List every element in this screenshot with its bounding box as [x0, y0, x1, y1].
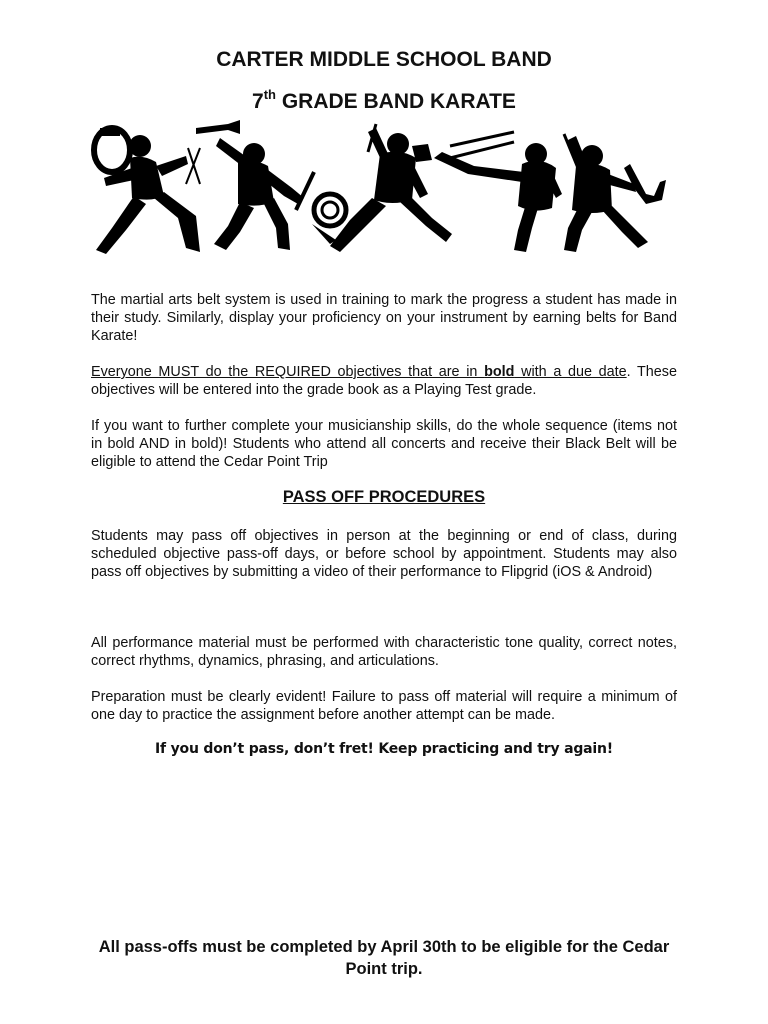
intro-paragraph-cedar-point: If you want to further complete your musicianship skills, do the whole sequence (items not in bold AND in bold)! Students who attend all concerts and receive their Black Belt will be eligible to attend the Cedar Point Trip — [91, 418, 677, 470]
trumpet-player-icon — [196, 120, 314, 250]
encouragement-line: If you don’t pass, don’t fret! Keep practicing and try again! — [155, 741, 613, 757]
grade-number: 7 — [252, 90, 264, 113]
grade-ordinal-suffix: th — [263, 87, 276, 102]
french-horn-player-icon — [312, 124, 452, 252]
document-title: CARTER MIDDLE SCHOOL BAND — [216, 48, 552, 71]
required-underlined-text: Everyone MUST do the REQUIRED objectives that are in — [91, 364, 485, 380]
required-grade-text: . These objectives will be entered into the grade book as a Playing Test grade. — [91, 364, 678, 398]
required-due-date-text: with a due date — [514, 364, 627, 380]
intro-paragraph-belt-system: The martial arts belt system is used in training to mark the progress a student has made in their study. Similarly, display your proficiency on your instrument by earning belts for Band Karate! — [91, 292, 677, 344]
tuba-player-icon — [94, 128, 200, 254]
required-bold-word: bold — [484, 364, 515, 380]
procedures-paragraph-performance: All performance material must be performed with characteristic tone quality, correct notes, correct rhythms, dynamics, phrasing, and articulations. — [91, 635, 677, 669]
karate-musicians-banner — [82, 118, 682, 260]
saxophone-player-icon — [564, 134, 666, 252]
trombone-player-icon — [412, 132, 562, 252]
procedures-paragraph-preparation: Preparation must be clearly evident! Failure to pass off material will require a minimum of one day to practice the assignment before another attempt can be made. — [91, 689, 677, 723]
pass-off-procedures-heading: PASS OFF PROCEDURES — [282, 488, 486, 506]
subtitle-text: GRADE BAND KARATE — [276, 90, 516, 113]
intro-paragraph-required — [91, 363, 677, 399]
deadline-notice: All pass-offs must be completed by April 30th to be eligible for the Cedar Point trip. — [98, 938, 670, 978]
procedures-paragraph-pass-off: Students may pass off objectives in person at the beginning or end of class, during scheduled objective pass-off days, or before school by appointment. Students may also pass off objectives by submitting a video of their performance to Flipgrid (iOS & Android) — [91, 528, 677, 580]
document-subtitle — [0, 87, 768, 114]
